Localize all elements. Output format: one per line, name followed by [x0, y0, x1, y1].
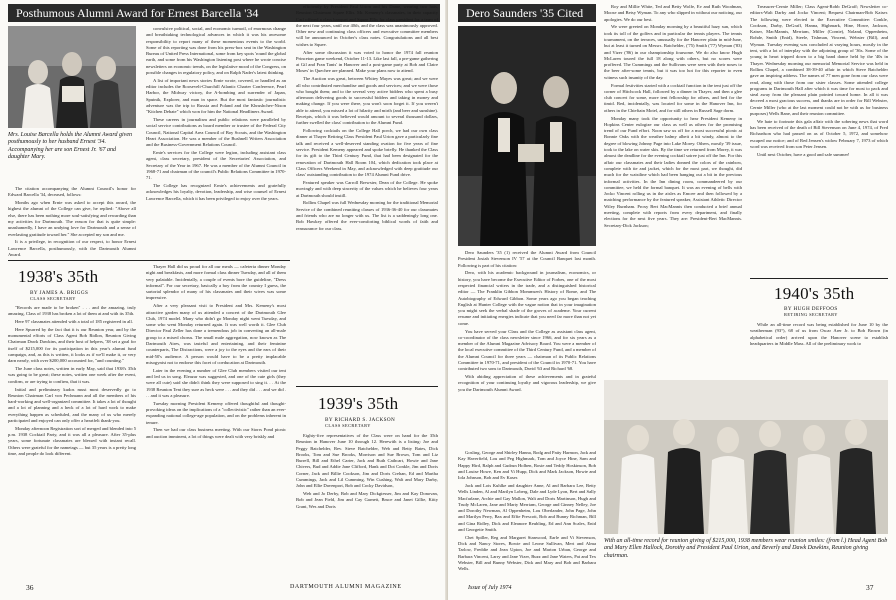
section-divider — [750, 278, 888, 279]
paragraph: "Records are made to be broken" . . . and the amazing, truly amazing, Class of 1938 has broken a lot of them at and with its 35th. — [8, 305, 136, 317]
paragraph: These careers in journalism and public relations were paralleled by social service contributions as board member or trustee of the Federal City Council, National Capital Area Council of Boy Scouts, and the Washington Heart Association. He was a member of the Bushnell Writers Association and the Business-Government Relations Council. — [146, 117, 286, 148]
byline-role: CLASS SECRETARY — [30, 296, 76, 302]
section-divider — [8, 260, 290, 261]
class-1939-byline — [325, 417, 395, 430]
magazine-footer: DARTMOUTH ALUMNI MAGAZINE — [290, 584, 402, 590]
paragraph: Chet Spiller, Reg and Margaret Stanwood, Earle and Vi Stevenson, Dick and Nancy Stores, Bowie and Leone Sullivan, Mert and Alma Tarlow, Freddie and Jean Upton, Joe and Marion Urban, George and Barbara Vincent, Larry and Jane Vizer, Buzz and Jane Waters, Pat and Tex Webster, Bill and Bunny Webster, Dick and Mary and Bob and Barbara Wells. — [458, 534, 596, 572]
paragraph: Here 97 classmates attended with a total of 185 registered in all. — [15, 319, 133, 325]
paragraph: Rollins Chapel was full Wednesday morning for the traditional Memorial Service of the combined reuniting classes of 1936-36-40 for our classmates and friends who are no longer with us. The list is a saddeningly long one. Bob Hawkey offered the ever-comforting biblical words of faith and reassurance for our class. — [296, 200, 438, 231]
paragraph: We hate to footnote this gala affair with the sobering news that word has been received of the death of Bill Stevenson on June 4, 1974, of Fred Richardson who had passed on as of October 5, 1972, and somehow escaped our notice; and of Red Jensen's widow February 7, 1973 of which word was received from son Peter Jensen. — [750, 118, 888, 150]
saunders-text — [458, 250, 596, 446]
paragraph: Jack and Lois Kuhlke and daughter Anne, Al and Barbara Lee, Betty Wells Linden, Al and Marilyn Loberg, Dale and Lyde Lyon, Bert and Sally Macfarlane, Archie and Gay Mallon, Walt and Doris Martinson, Hugh and Trudy McLaren, Jane and Marty Merriam, George and Ginney Nelley, Joe and Dorothy Newman, Al Oppenheim, Lou Oberlander, John Page, John and Marilyn Perry, Bax and Effie Prescott, Bob and Bunny Richman, Bill and Gina Ridley, Dick and Eleanore Reubling, Ed and Ann Scales, Enid and Georgette Smith. — [458, 482, 596, 533]
paragraph: A list of important news stories Ernie wrote, covered, or handled as an editor includes the Roosevelt-Churchill Atlantic Charter Conference, Pearl Harbor, the Midway victory, the A-bombing and surrender of Japan, Sputnik, Explorer, and man in space. But the most fantastic journalistic adventure was the trip to Russia and Poland and the Khrushchev-Nixon "Kitchen Debate" which won for him the National Headliners Award. — [146, 77, 286, 115]
paragraph: Formal festivities started with a cocktail function in the tent just off the corner of Hitchcock Hall, followed by a dinner in Thayer, and then a glee club concert for some, more tent fellowship for others, and bed for the timid. Bed, incidentally, was located for some in the Hanover Inn, for others in the Chieftain Motel, and for still others in Russell Sage dorm. — [604, 82, 742, 113]
paragraph: Dero, with his academic background in journalism, economics, or history, you have become the Executive Editor of Forbes, one of the most respected financial writers in the trade, and a distinguished historical editor — The Franklin Gibbon Mommsen's History of Rome, and The Autobiography of Edward Gibbon. Some years ago you began teaching English at Hunter College with the vague notion that in your imagination you might seek the verbal shade of the groves of academe. Your current resume and initiating energies indicate that you need far more than not yet come. — [458, 270, 596, 326]
paragraph: efficiently by President Paul Urion and his Dame, wearing two hats, Reunion Chairman Squee Ellis. Mr. Kemeny's classmates, in their capacity Carl offered a class banquet and Squee Ellis for class president for a term of the next four years, until our 40th, and the class was unanimously approved. Other new and continuing class officers and executive committee members will be announced in October's class notes. Congratulations and all best wishes to Squee. — [296, 4, 438, 47]
paragraph: Eighty-five representatives of the Class were on hand for the 35th Reunion in Hanover June 10 through 12. Herewith is a listing: Joe and Peggy Batchelder, Rev. Steve Batchelder, Web and Betty Bates, Dick Brooks, Tom and Sue Brooks, Morrison and Sue Brown, Tom and Liz Burrell, Bill and Ethel Carter, Jack and Ruth Cathcart, Howie and Jane Chivers, Bud and Addie Jane Clifford, Hank and Dot Conkle, Jim and Doris Corner, Jack and Billie Cookson, Jim and Doris Crehan, Ed and Martha Cummings, Jack and Lil Cumming, Win Cushing, Walt and Mary Darby, John and Ellie Davenport, Bob and Cocky Davidson, — [296, 433, 438, 489]
barcella-text-col-b — [146, 26, 286, 256]
class-1938-col-b — [146, 264, 286, 577]
barcella-photo-image — [8, 26, 136, 128]
paragraph: After a very pleasant visit to President and Mrs. Kemeny's most attractive garden many of us attended a concert of the Dartmouth Glee Club, 1974 model. Many who didn't go Monday night went Tuesday, and some who went Monday returned again. It was well worth it. Glee Club Director Paul Zeller has done a tremendous job in converting an all-male group to a mixed chorus. The small male aggregation, now known as The Dartmouth Aires, was tasteful and entertaining, and their feminine counterparts, The Distractions, were a joy to the eyes and the ears of their mid-50's audience. A person would have to be a pretty implacable misogynist not to endorse this facet of coeducation at Dartmouth. — [146, 303, 286, 365]
paragraph: convulsive political, social, and economic turmoil, of enormous change and breathtaking technological advances in which it was his awesome responsibility to report many of these momentous events to the world. Some of this reporting was done from his press-box seat in the Washington Bureau of United Press International, some from key spots 'round the global earth, and some from his Washington listening post where he wrote concise newsletters on economic trends, on the legislative mood of the Congress, on possible changes in regulatory policy, and on Ralph Nader's latest thinking. — [146, 26, 286, 76]
paragraph: Following cocktails on the College Hall porch, we had our own class dinner at Thayer Retiring Class President Paul Urion gave a particularly fine talk and received a well-deserved standing ovation for five years of fine service. President Kemeny appeared and spoke briefly. He thanked the Class for its gift to the Third Century Fund, that had been designated for the renovation of Dartmouth Hall Room 104, which dedication took place at Class Officers Weekend in May, and acknowledged with deep gratitude our class' outstanding contribution to the 1974 Alumni Fund drive. — [296, 128, 438, 178]
barcella-text-col-c — [296, 4, 438, 382]
paragraph: Thayer Hall did us proud for all our meals — cafeteria dinner Monday night and breakfasts, and more formal class dinner Tuesday, and all of them very palatable. Incidentally, a couple of events bore the guideline, "Dress informal". For our secretary, basically a boy from the country I guess, the sartorial splendor of many of his classmates and their wives was some impressive. — [146, 264, 286, 301]
paragraph: Dero Saunders '35 (1) received the Alumni Award from Council President Josiah Stevenson IV '57 at the Council Banquet last month. Following is part of his citation: — [458, 250, 596, 268]
class-1939-heading: 1939's 35th — [318, 394, 399, 413]
paragraph: Until next October, have a good and safe summer! — [757, 151, 850, 157]
saunders-award-photo — [458, 26, 596, 246]
barcella-title: Posthumous Alumni Award for Ernest Barcella '34 — [16, 5, 259, 20]
paragraph: Gosling, George and Shirley Hanna, Rodg and Patty Harmon, Jack and Kay Haverfield, Lou and Peg Highmark, Tom and Joyce Hine, Sam and Happy Hird, Ralph and Gudrun Holben, Bosie and Teddy Hoskinson, Bob and Louise Howe, Ken and Vi Hupp, Dick and Mark Jackson, Howie and Iola Johnson, Bob and Ev Kaser. — [458, 450, 596, 481]
barcella-text-col-a — [8, 186, 136, 256]
paragraph: Web and Jo Derby, Bob and Mary Dickgiesser, Jim and Kay Donovan, Bob and Jean Field, Jim and Cay Garnett, Bruce and Janet Gillie, Kitty Grant, Wes and Doris — [296, 491, 438, 509]
barcella-photo-caption: Mrs. Louise Barcella holds the Alumni Award given posthumously to her husband Ernest '34. Accompanying her are son Ernest Jr. '67 and daughter Mary. — [8, 132, 132, 161]
paragraph: Then we had our class business meeting. With our Storrs Pond picnic and auction imminent, a lot of things were dealt with very briskly and — [146, 427, 286, 439]
class-1938-group-photo — [604, 380, 888, 534]
saunders-photo-image — [458, 26, 596, 246]
byline-name: BY RICHARD S. JACKSON — [325, 417, 396, 423]
paragraph: After some discussion it was voted to honor the 1974 fall reunion Princeton game weekend, October 11-13. Like last fall, a pre-game gathering at Gil and Fran Tanis' in Hanover and a post-game party at Bob and Claire Moses' in Quechee are planned. Make your plans now to attend. — [296, 49, 438, 74]
byline-role: CLASS SECRETARY — [325, 423, 371, 429]
paragraph: Roy and Millie White, Ted and Betty Wolfe, Ev and Ruth Woodman, Moose and Betsy Wyman. To any who slipped in without our noticing, our apologies. We do our best. — [604, 4, 742, 22]
class-1939-col — [296, 433, 438, 577]
paragraph: Months ago when Ernie was asked to accept this award, the highest the alumni of the College can give, he replied: "Above all else, there has been nothing more soul-satisfying and rewarding than my activities for Dartmouth. The reason for that is quite simple: unashamedly, I have an undying love for Dartmouth and a sense of everlasting gratitude toward her." She accepted my son and me. — [8, 200, 136, 237]
class-1938-heading: 1938's 35th — [18, 267, 99, 286]
paragraph: Later in the evening a number of Glee Club members visited our tent and led us in song. Eleazar was suggested, and one of the cute girls (they were all cute) said she didn't think they were supposed to sing it. . . At the 1938 Reunion Tent they sure as heck were . . . and they did . . . and we did . . . and it was a pleasure. — [146, 367, 286, 398]
saunders-title: Dero Saunders '35 Cited — [466, 5, 584, 20]
paragraph: Monday many took the opportunity to hear President Kemeny in Hopkins Center eulogize our class as well as others for the promising trend of our Fund effort. Noon saw us off for a most successful picnic at Bonnie Oaks with the weather balmy albeit a bit windy, almost to the degree of blowing Johnny Page into Lake Morey. Others, mostly '39 issue, took to the lake on water skis. By the time we returned from Morey, it was almost the deadline for the evening cocktail soiree just off the Inn. For this affair our classmates and their ladies donned the colors of the rainbow, complete with tie and jacket, which for the most part, we thought, did much for the waistline which had been hanging out a bit in the previous informal activities. In the Inn dining room, commandeered by our committee, we held the formal banquet. It was an evening of bells with Jocko Vincent rolling us in the aisles as Emcee and then followed by a matching performance by the featured speaker, Assistant Athletic Director Wiley Burnham. Proxy Bert MacMannis then conducted a brief annual meeting, complete with reports from every department, and finally elections for the next five years. They are: President-Bert MacMannis. Secretary-Dick Jackson; — [604, 115, 742, 228]
paragraph: The June class notes, written in early May, said that 1938's 35th was going to be great; these notes, written one week after the event, confirm, or are trying to confirm, that it was. — [8, 366, 136, 384]
page-number-left: 36 — [26, 583, 34, 592]
page-number-right: 37 — [866, 583, 874, 592]
class-1940-heading: 1940's 35th — [774, 284, 855, 303]
class-1939-officers-col — [750, 4, 888, 276]
byline-role: RETIRING SECRETARY — [784, 312, 838, 318]
class-1939-names-col — [458, 450, 596, 580]
paragraph: Initial and preliminary kudos must most deservedly go to Reunion Chairman Carl von Pechmann and all the members of his hard-working and well-organized committee. It takes a lot of thought and a lot of planning and a heck of a lot of hard work to make everything happen as scheduled, and the many of us who merely participated and enjoyed can only offer a heartfelt thank-you. — [8, 386, 136, 424]
class-1940-col — [750, 322, 888, 376]
paragraph: Treasurer-Cernie Miller; Class Agent-Robb DeGraff; Newsletter co-editors-Walt Darby and Jocko Vincent; Bequest Chairman-Bob Kaiser. The following were elected to the Executive Committee: Conkle, Cookson, Darby, DeGraff, Hanna, Highmark, Hine, Howe, Jackson, Kaiser, MacMannis, Merriam, Miller (Cornie), Noland, Oppenheim, Rohde, Smith (Enid), Steele, Tishman, Vincent, Webster (Bill), and Wyman. Tuesday evening was concluded at varying hours, mostly in the tent, with a lot of interplay with the adjoining group of '36s. Some of the young in heart tripped down to a big band dance held by the '40s in Thayer. Wednesday morning our memorial Memorial Service was held in Rollins Chapel, a combined 38-39-40 affair in which Steve Batchelder gave an inspiring address. The names of 77 men gone from our class were read, along with those from our sister classes. Some attended college programs in Dartmouth Hall after which it was time for most to pack and steal away from the pleasant plain pointed toward home. In all it was decreed a most gracious success, and thanks are in order for Bill Webster, Cernie Miller (who at the last moment could not be with us for business purposes) Wells Bane, and their reunion committee. — [750, 4, 888, 117]
saunders-banner — [458, 4, 596, 22]
right-page — [448, 0, 896, 600]
paragraph: Featured speaker was Carroll Brewster, Dean of the College. He spoke movingly and with deep sincerity of the values which he believes four years at Dartmouth should instill. — [296, 180, 438, 198]
paragraph: The Auction was great, between Whitey Mayes was great; and we were all who contributed merchandise and goods and services; and we were those who bought them; and to the several very active bidders who spent a busy afternoon delivering goods to successful bidders and taking in money and making change. If you were there, you won't soon forget it. If you weren't able to attend, you missed a lot of hilarity and mirth (and beer and sunshine). Receipts, which it was believed would amount to several thousand dollars, further swelled the class' contribution to the Alumni Fund. — [296, 76, 438, 126]
byline-name: BY HUGH DEFFOOS — [784, 306, 838, 312]
paragraph: Monday afternoon Registration sort of merged and blended into 5 p.m. 1938 Cocktail Party, and it was all a pleasure. After 35-plus years, some fortunate classmates are blessed with instant recall. Others were grateful for the nametags — but 35 years is a pretty long time, and people do look different. — [8, 425, 136, 457]
paragraph: Tuesday morning President Kemeny offered thoughtful and thought-provoking ideas on the implications of a "collectivistic" rather than an ever-expanding national college-age population, and on the problems inherent in tenure. — [146, 400, 286, 425]
paragraph: Here Spurred by the fact that it is our Reunion year, and by the monumental efforts of Class Agent Bob Ridlon, Reunion Giving Chairman Dawk Dawkins, and their host of helpers, '38 set a goal for itself of $215,000 for its participation in this year's alumni fund campaign, and, as this is written, it looks as if we'll make it, or very darn nearly, with over $200,000 accounted for, "and counting." — [8, 326, 136, 364]
paragraph: The citation accompanying the Alumni Council's honor for Edward Barcella '34, deceased, follows: — [8, 186, 136, 198]
class-1938-byline — [30, 290, 88, 303]
group-photo-image — [604, 380, 888, 534]
paragraph: With abiding appreciation of these achievements and in grateful recognition of your continuing loyalty and vigorous leadership, we give you the Dartmouth Alumni Award. — [458, 374, 596, 392]
class-1938-col-a — [8, 305, 136, 577]
section-divider — [296, 386, 438, 387]
paragraph: You have served your Class and the College as assistant class agent, co-coordinator of the class newsletter since 1966, and for six years as a member of the Alumni Magazine Advisory Board. You were a member of the local executive committee of the Third Century Fund, and a member of the Alumni Council for three years — chairman of its Public Relations Committee in 1970-71, and president of the Council in 1970-71. You have contributed two sons to Dartmouth, David '63 and Richard '68. — [458, 328, 596, 372]
paragraph: The College has recognized Ernie's achievements and gratefully acknowledges his loyalty, devotion, leadership, and wise counsel of Ernest Lawrence Barcella, which it has been privileged to enjoy over the years. — [146, 183, 286, 201]
issue-footer: Issue of July 1974 — [468, 585, 512, 591]
byline-name: BY JAMES A. BRIGGS — [30, 290, 89, 296]
paragraph: While an all-time record was being established for June 10 by the weatherman (93°), 68 of us from Oscar Arer Jr. to Bob Brown (in alphabetical order) arrived upon the Hanover scene to establish headquarters in Middle Mass. All of the preliminary work to — [750, 322, 888, 346]
group-photo-caption: With an all-time record for reunion giving of $215,000, 1938 members wear reunion smiles: (from l.) Head Agent Bob and Mary Ellen Hallock, Dorothy and President Paul Urion, and Beverly and Dawk Dawkins, Reunion giving chairman. — [604, 538, 888, 559]
paragraph: Ernie's services for the College were legion, including assistant class agent, class secretary, president of the Secretaries' Association, and Secretary of the Year in 1967. He was a member of the Alumni Council in 1968-71 and chairman of the council's Public Relations Committee in 1970-71. — [146, 150, 286, 181]
paragraph: We were greeted on Monday morning by a beautiful hazy sun, which took its toll of the golfers and in particular the tennis players. The tennis tournament, on the terraces, unusually for the Hanover plain in mid-June, but at least it turned on Messrs. Batchelder, ('75) Smith ('77) Wyman ('83) and Vizer ('86) in our championship foursome. We do also know Hugh McLaren toured the full 18 along with others, but no scores were proffered. The Cummings and the Sullivans were seen with their noses to the beer after-some tennis, but it was too hot for this reporter to even witness such insanity of the day. — [604, 24, 742, 80]
barcella-family-photo — [8, 26, 136, 128]
paragraph: It is a privilege, in recognition of our respect, to honor Ernest Lawrence Barcella, posthumously, with the Dartmouth Alumni Award. — [8, 239, 136, 256]
class-1940-byline — [784, 306, 838, 319]
